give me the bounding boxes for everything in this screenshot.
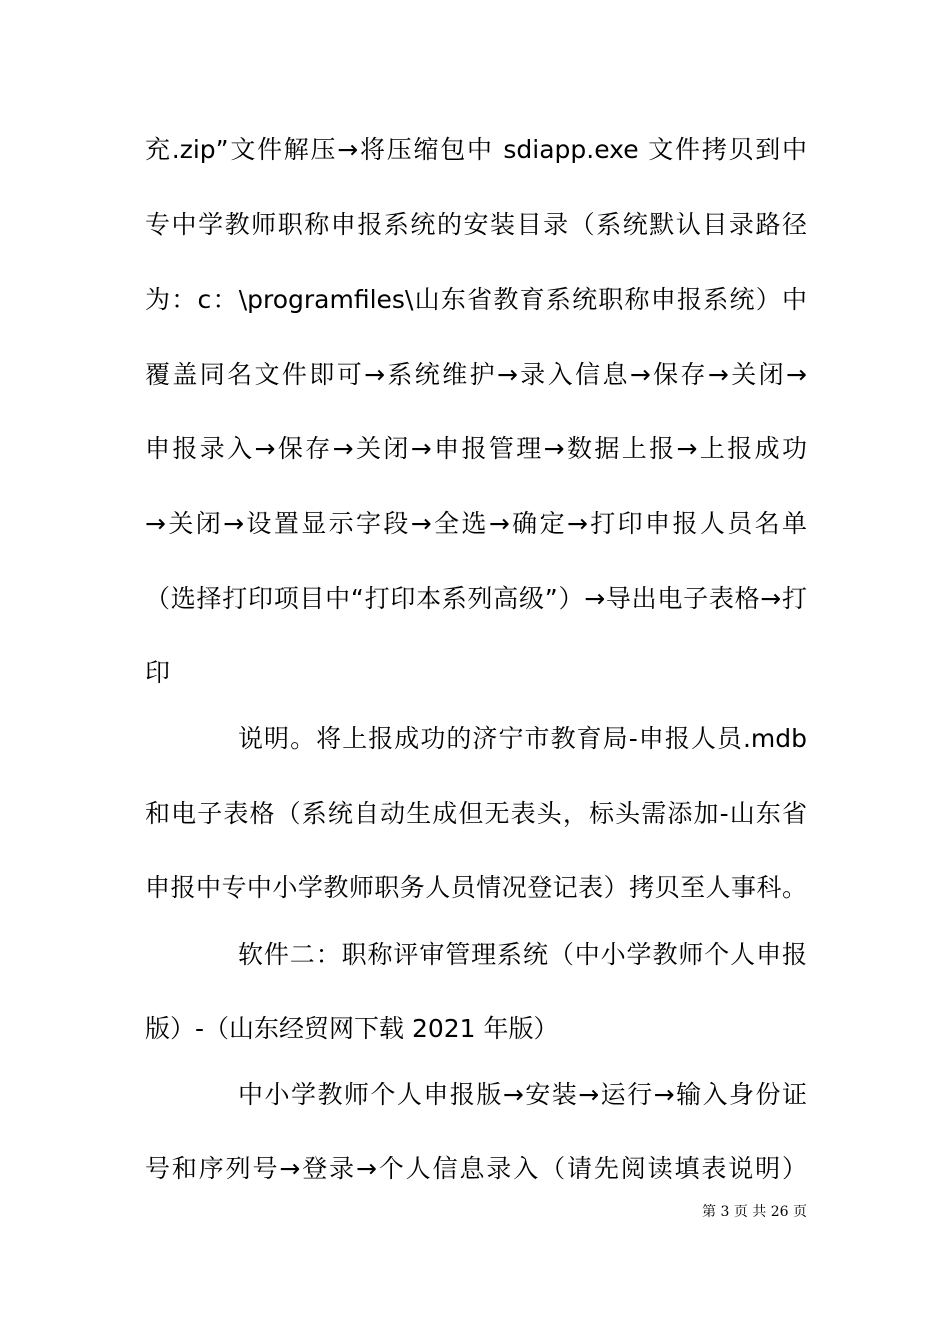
steps-line-1: 中小学教师个人申报版→安装→运行→输入身份证 xyxy=(238,1080,807,1109)
paragraph-note-line-1: 说明。将上报成功的济宁市教育局-申报人员.mdb xyxy=(238,724,807,753)
body-line-4: 覆盖同名文件即可→系统维护→录入信息→保存→关闭→ xyxy=(145,360,807,389)
paragraph-note-line-3: 申报中专中小学教师职务人员情况登记表）拷贝至人事科。 xyxy=(145,873,807,902)
body-line-1: 充.zip”文件解压→将压缩包中 sdiapp.exe 文件拷贝到中 xyxy=(145,135,807,164)
body-line-2: 专中学教师职称申报系统的安装目录（系统默认目录路径 xyxy=(145,210,807,239)
body-line-6: →关闭→设置显示字段→全选→确定→打印申报人员名单 xyxy=(145,509,807,538)
paragraph-note-line-2: 和电子表格（系统自动生成但无表头，标头需添加-山东省 xyxy=(145,799,807,828)
page-number-footer: 第 3 页 共 26 页 xyxy=(702,1204,807,1220)
body-line-3: 为：c：\programfiles\山东省教育系统职称申报系统）中 xyxy=(145,285,807,314)
body-line-7: （选择打印项目中“打印本系列高级”）→导出电子表格→打 xyxy=(145,584,807,613)
steps-line-2: 号和序列号→登录→个人信息录入（请先阅读填表说明） xyxy=(145,1154,807,1183)
software-two-heading-line-2: 版）-（山东经贸网下载 2021 年版） xyxy=(145,1014,559,1043)
body-line-8: 印 xyxy=(145,658,171,687)
software-two-heading-line-1: 软件二：职称评审管理系统（中小学教师个人申报 xyxy=(238,940,807,969)
body-line-5: 申报录入→保存→关闭→申报管理→数据上报→上报成功 xyxy=(145,434,807,463)
